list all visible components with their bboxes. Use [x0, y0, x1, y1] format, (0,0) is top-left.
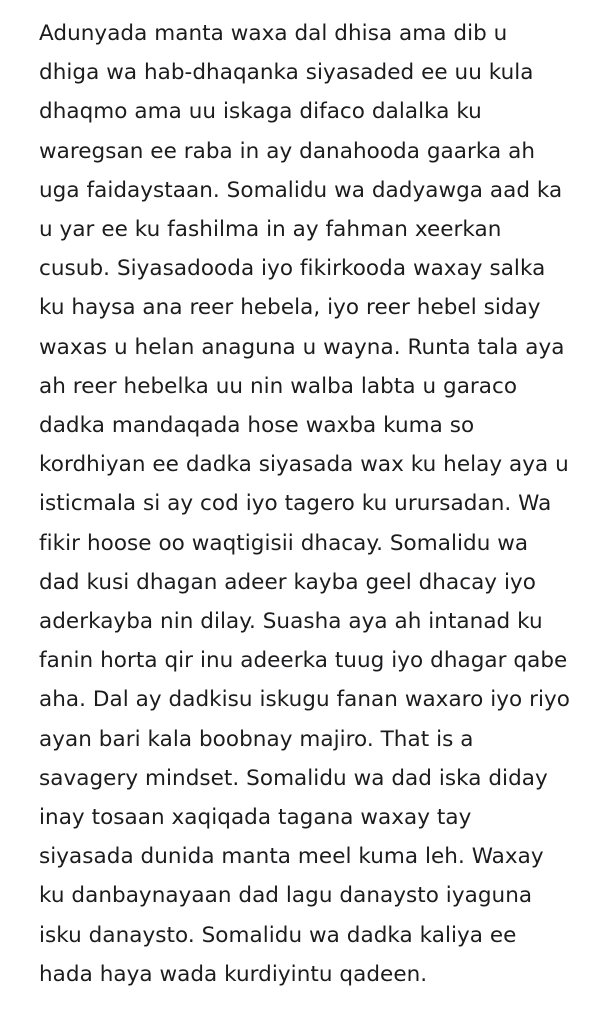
text-line: dad kusi dhagan adeer kayba geel dhacay iyo [39, 569, 536, 595]
text-line: ah reer hebelka uu nin walba labta u garaco [39, 373, 518, 399]
text-line: uga faidaystaan. Somalidu wa dadyawga aad ka [39, 177, 563, 203]
text-line: kordhiyan ee dadka siyasada wax ku helay aya u [39, 452, 569, 478]
text-line: ayan bari kala boobnay majiro. That is a [39, 726, 474, 752]
text-line: dhiga wa hab-dhaqanka siyasaded ee uu kula [39, 60, 534, 86]
text-line: dadka mandaqada hose waxba kuma so [39, 413, 475, 439]
text-line: waxas u helan anaguna u wayna. Runta tala aya [39, 334, 565, 360]
text-body [39, 14, 599, 994]
text-line: ku haysa ana reer hebela, iyo reer hebel siday [39, 295, 541, 321]
text-line: hada haya wada kurdiyintu qadeen. [39, 961, 428, 987]
text-line: dhaqmo ama uu iskaga difaco dalalka ku [39, 99, 482, 125]
text-line: siyasada dunida manta meel kuma leh. Waxay [39, 844, 544, 870]
text-line: fikir hoose oo waqtigisii dhacay. Somalidu wa [39, 530, 529, 556]
text-line: fanin horta qir inu adeerka tuug iyo dhagar qabe [39, 648, 568, 674]
text-line: isticmala si ay cod iyo tagero ku urursadan. Wa [39, 491, 552, 517]
text-line: Adunyada manta waxa dal dhisa ama dib u [39, 21, 508, 46]
text-line: inay tosaan xaqiqada tagana waxay tay [39, 805, 472, 831]
text-line: aha. Dal ay dadkisu iskugu fanan waxaro iyo riyo [39, 687, 570, 713]
text-line: isku danaysto. Somalidu wa dadka kaliya ee [39, 922, 517, 948]
text-line: cusub. Siyasadooda iyo fikirkooda waxay salka [39, 256, 546, 282]
text-line: u yar ee ku fashilma in ay fahman xeerkan [39, 217, 502, 243]
text-line: ku danbaynayaan dad lagu danaysto iyaguna [39, 883, 533, 909]
text-line: savagery mindset. Somalidu wa dad iska diday [39, 765, 548, 791]
text-line: waregsan ee raba in ay danahooda gaarka ah [39, 138, 536, 164]
text-line: aderkayba nin dilay. Suasha aya ah intanad ku [39, 609, 543, 635]
